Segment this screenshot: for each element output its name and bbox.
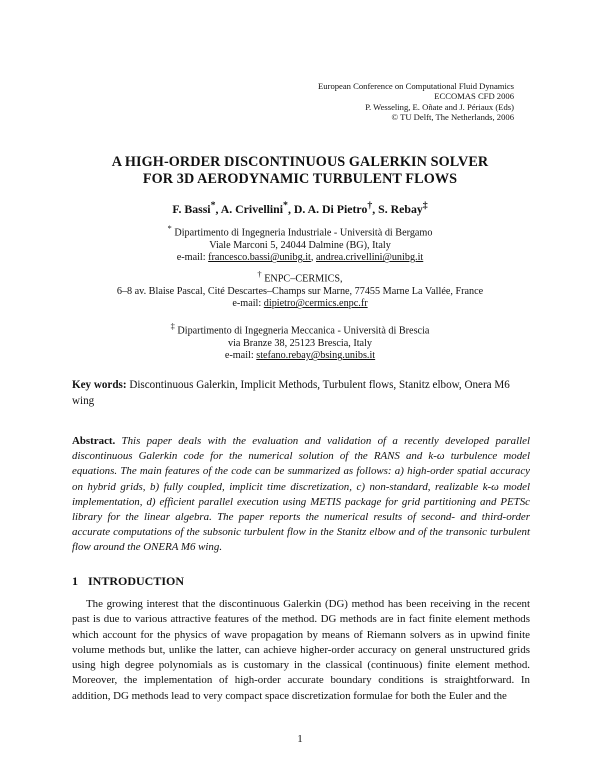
keywords-label: Key words: (72, 379, 127, 391)
title-line-1: A HIGH-ORDER DISCONTINUOUS GALERKIN SOLVER (111, 154, 489, 170)
affiliation-2-mark: † (257, 269, 262, 279)
email-link-dipietro[interactable]: dipietro@cermics.enpc.fr (263, 298, 368, 310)
header-line-conference: European Conference on Computational Fluid Dynamics (318, 81, 514, 91)
affiliation-1-mark: * (167, 223, 172, 233)
affiliation-2-dept: ENPC–CERMICS, (264, 273, 343, 285)
author-2-mark: * (283, 200, 288, 211)
intro-paragraph: The growing interest that the discontinuous Galerkin (DG) method has been receiving in the recent past is due to various attractive features of the method. DG methods are in fact finite element methods which account for the physics of wave propagation by means of Riemann solvers as in upwind finite volume methods but, unlike the latter, can achieve higher-order accuracy on general unstructured grids using high degree polynomials as is customary in the classical (continuous) finite element method. Moreover, the implementation of high-order accurate boundary conditions is straightforward. In addition, DG methods lead to very compact space discretization formulae for both the Euler and the (72, 598, 530, 702)
conference-header (318, 81, 514, 123)
affiliation-3-mark: ‡ (170, 321, 175, 331)
affiliation-3-email-label: e-mail: (224, 350, 254, 362)
affiliation-1-email-label: e-mail: (176, 252, 206, 264)
abstract-label: Abstract. (72, 435, 116, 447)
section-title: INTRODUCTION (88, 574, 185, 588)
email-link-bassi[interactable]: francesco.bassi@unibg.it (208, 252, 311, 264)
affiliation-1-dept: Dipartimento di Ingegneria Industriale - Università di Bergamo (174, 227, 433, 239)
affiliation-2-address: 6–8 av. Blaise Pascal, Cité Descartes–Champs sur Marne, 77455 Marne La Vallée, France (116, 285, 484, 297)
section-heading (72, 574, 184, 588)
author-list: F. Bassi*, A. Crivellini*, D. A. Di Pietro†, S. Rebay‡ (172, 200, 428, 216)
keywords-text: Discontinuous Galerkin, Implicit Methods, Turbulent flows, Stanitz elbow, Onera M6 wing (72, 379, 510, 407)
affiliation-1: * Dipartimento di Ingegneria Industriale - Università di Bergamo Viale Marconi 5, 24044 Dalmine (BG), Italy e-mail: francesco.bassi@unibg.it, andrea.crivellini@unibg.it (40, 222, 560, 265)
header-line-copyright: © TU Delft, The Netherlands, 2006 (391, 112, 514, 123)
affiliation-2-email-label: e-mail: (232, 298, 262, 310)
author-3: D. A. Di Pietro (293, 201, 368, 216)
affiliation-2 (40, 268, 560, 311)
author-4: S. Rebay (378, 201, 423, 216)
email-link-rebay[interactable]: stefano.rebay@bsing.unibs.it (256, 350, 376, 362)
affiliation-3 (40, 320, 560, 363)
keywords (72, 378, 530, 409)
abstract (72, 434, 530, 556)
email-link-crivellini[interactable]: andrea.crivellini@unibg.it (315, 252, 424, 264)
header-line-acronym: ECCOMAS CFD 2006 (434, 91, 514, 102)
author-1: F. Bassi (172, 201, 211, 216)
affiliation-3-dept: Dipartimento di Ingegneria Meccanica - Università di Brescia (177, 325, 430, 337)
abstract-text: This paper deals with the evaluation and validation of a recently developed parallel discontinuous Galerkin code for the numerical solution of the RANS and k-ω turbulence model equations. The main features of the code can be summarized as follows: a) high-order spatial accuracy on hybrid grids, b) fully coupled, implicit time discretization, c) non-standard, realizable k-ω model implementation, d) efficient parallel execution using METIS package for grid partitioning and PETSc library for the linear algebra. The paper reports the numerical results of second- and third-order accurate computations of the subsonic turbulent flow in the Stanitz elbow and of the transonic turbulent flow around the ONERA M6 wing. (72, 435, 530, 554)
author-2: A. Crivellini (220, 201, 284, 216)
author-3-mark: † (367, 200, 373, 211)
page-number: 1 (297, 733, 303, 745)
header-line-editors: P. Wesseling, E. Oñate and J. Périaux (Eds) (365, 101, 514, 112)
paper-title (60, 154, 540, 188)
affiliation-3-address: via Branze 38, 25123 Brescia, Italy (228, 337, 372, 349)
author-1-mark: * (210, 200, 216, 211)
author-4-mark: ‡ (422, 200, 428, 211)
affiliation-1-address: Viale Marconi 5, 24044 Dalmine (BG), Italy (209, 239, 391, 251)
title-line-2: FOR 3D AERODYNAMIC TURBULENT FLOWS (142, 171, 458, 187)
section-number: 1 (72, 574, 78, 588)
